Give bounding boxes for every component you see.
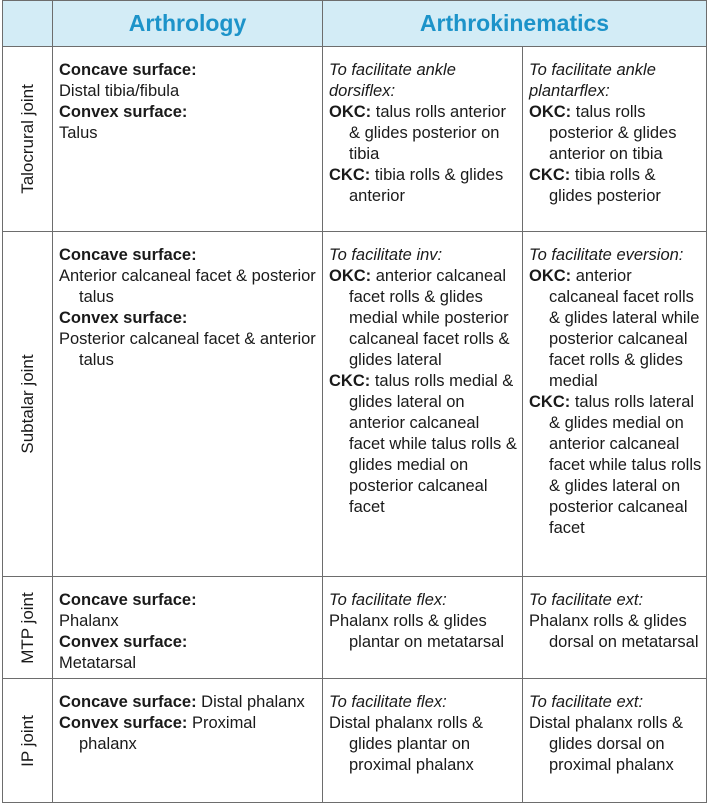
kinematics-item: [529, 392, 702, 539]
kinematics-cell: [323, 232, 523, 577]
kinematics-text: anterior calcaneal facet rolls & glides medial while posterior calcaneal facet rolls & glides lateral: [349, 267, 510, 369]
kinematics-text: Distal phalanx rolls & glides plantar on proximal phalanx: [329, 714, 484, 774]
facilitate-title: To facilitate ankle dorsiflex:: [329, 61, 456, 100]
kinematics-cell: [523, 232, 707, 577]
kinematics-item: [329, 371, 518, 518]
chain-label: OKC:: [329, 103, 372, 121]
kinematics-cell: [323, 679, 523, 803]
surface-item: [59, 713, 318, 755]
header-blank: [3, 1, 53, 47]
kinematics-cell: [323, 577, 523, 679]
joint-label: MTP joint: [17, 591, 37, 664]
kinematics-cell: [523, 577, 707, 679]
surface-text: Posterior calcaneal facet & anterior talus: [59, 330, 316, 369]
kinematics-item: [329, 266, 518, 371]
kinematics-item: [329, 102, 518, 165]
chain-label: CKC:: [529, 166, 571, 184]
kinematics-text: talus rolls posterior & glides anterior on tibia: [549, 103, 677, 163]
surface-text: Talus: [59, 124, 98, 142]
kinematics-item: [529, 266, 702, 392]
kinematics-text: Phalanx rolls & glides dorsal on metatarsal: [529, 612, 699, 651]
surface-label: Convex surface:: [59, 714, 188, 732]
header-arthrology: Arthrology: [53, 1, 323, 47]
surface-text: Anterior calcaneal facet & posterior talus: [59, 267, 316, 306]
facilitate-title: To facilitate inv:: [329, 246, 443, 264]
facilitate-title: To facilitate ext:: [529, 591, 644, 609]
kinematics-text: tibia rolls & glides anterior: [349, 166, 504, 205]
row-label: [3, 232, 53, 577]
joint-label: Talocrural joint: [17, 84, 37, 194]
surface-label: Convex surface:: [59, 309, 188, 327]
kinematics-cell: [523, 679, 707, 803]
chain-label: CKC:: [529, 393, 571, 411]
chain-label: CKC:: [329, 166, 371, 184]
joint-label: Subtalar joint: [17, 354, 37, 454]
facilitate-title: To facilitate ext:: [529, 693, 644, 711]
kinematics-text: talus rolls lateral & glides medial on anterior calcaneal facet while talus rolls & glides lateral on posterior calcaneal facet: [549, 393, 702, 537]
kinematics-item: [529, 102, 702, 165]
facilitate-title: To facilitate ankle plantarflex:: [529, 61, 656, 100]
table-row: [3, 47, 707, 232]
joint-label: IP joint: [17, 714, 37, 767]
kinematics-text: talus rolls medial & glides lateral on anterior calcaneal facet while talus rolls & glides medial on posterior calcaneal facet: [349, 372, 517, 516]
arthrology-cell: [53, 577, 323, 679]
joint-table: [2, 0, 707, 803]
kinematics-text: anterior calcaneal facet rolls & glides lateral while posterior calcaneal facet rolls & glides medial: [549, 267, 700, 390]
row-label: [3, 577, 53, 679]
kinematics-cell: [523, 47, 707, 232]
row-label: [3, 679, 53, 803]
chain-label: OKC:: [529, 103, 572, 121]
table-row: [3, 232, 707, 577]
table-row: [3, 679, 707, 803]
table-row: [3, 577, 707, 679]
surface-label: Convex surface:: [59, 633, 188, 651]
kinematics-item: [529, 165, 702, 207]
header-arthrokinematics: Arthrokinematics: [323, 1, 707, 47]
facilitate-title: To facilitate eversion:: [529, 246, 684, 264]
chain-label: OKC:: [529, 267, 572, 285]
kinematics-item: [329, 165, 518, 207]
surface-label: Concave surface:: [59, 61, 197, 79]
chain-label: OKC:: [329, 267, 372, 285]
surface-text: Metatarsal: [59, 654, 137, 672]
surface-label: Convex surface:: [59, 103, 188, 121]
kinematics-text: Phalanx rolls & glides plantar on metatarsal: [329, 612, 505, 651]
surface-text: Phalanx: [59, 612, 119, 630]
arthrology-cell: [53, 679, 323, 803]
surface-text: Distal tibia/fibula: [59, 82, 180, 100]
surface-label: Concave surface:: [59, 693, 197, 711]
arthrology-cell: [53, 232, 323, 577]
arthrology-cell: [53, 47, 323, 232]
surface-text: Distal phalanx: [196, 693, 305, 711]
surface-item: [59, 692, 318, 713]
kinematics-text: Distal phalanx rolls & glides dorsal on proximal phalanx: [529, 714, 684, 774]
header-row: [3, 1, 707, 47]
surface-label: Concave surface:: [59, 246, 197, 264]
row-label: [3, 47, 53, 232]
kinematics-text: talus rolls anterior & glides posterior on tibia: [349, 103, 506, 163]
surface-text: Proximal phalanx: [79, 714, 257, 753]
kinematics-cell: [323, 47, 523, 232]
chain-label: CKC:: [329, 372, 371, 390]
facilitate-title: To facilitate flex:: [329, 693, 447, 711]
surface-label: Concave surface:: [59, 591, 197, 609]
kinematics-text: tibia rolls & glides posterior: [549, 166, 661, 205]
facilitate-title: To facilitate flex:: [329, 591, 447, 609]
